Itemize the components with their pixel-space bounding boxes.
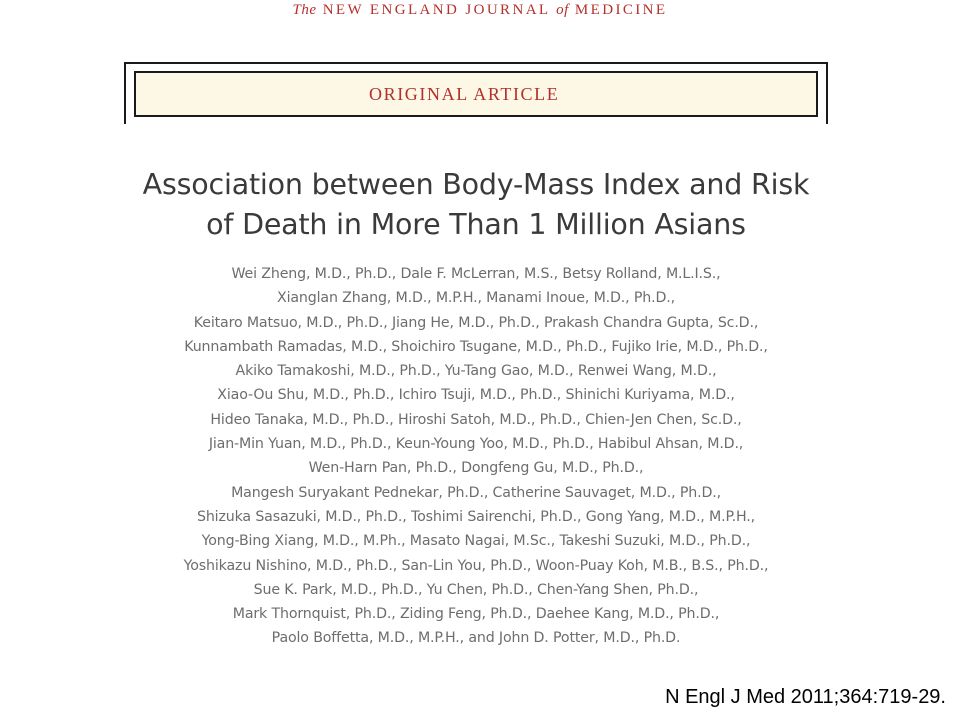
author-line: Xianglan Zhang, M.D., M.P.H., Manami Inoue, M.D., Ph.D., [277,290,675,307]
author-line: Wen-Harn Pan, Ph.D., Dongfeng Gu, M.D., Ph.D., [308,460,644,477]
masthead-the: The [292,2,317,18]
citation: N Engl J Med 2011;364:719-29. [665,686,946,708]
author-line: Xiao-Ou Shu, M.D., Ph.D., Ichiro Tsuji, M.D., Ph.D., Shinichi Kuriyama, M.D., [217,387,735,404]
author-line: Sue K. Park, M.D., Ph.D., Yu Chen, Ph.D., Chen-Yang Shen, Ph.D., [253,581,699,598]
masthead-journal: NEW ENGLAND JOURNAL [322,2,550,18]
article-type-label: ORIGINAL ARTICLE [369,83,560,104]
author-line: Wei Zheng, M.D., Ph.D., Dale F. McLerran, M.S., Betsy Rolland, M.L.I.S., [231,266,721,282]
author-line: Mangesh Suryakant Pednekar, Ph.D., Catherine Sauvaget, M.D., Ph.D., [231,484,721,501]
author-line: Mark Thornquist, Ph.D., Ziding Feng, Ph.D., Daehee Kang, M.D., Ph.D., [232,606,720,623]
author-line: Yong-Bing Xiang, M.D., M.Ph., Masato Nagai, M.Sc., Takeshi Suzuki, M.D., Ph.D., [201,533,751,550]
author-line: Akiko Tamakoshi, M.D., Ph.D., Yu-Tang Gao, M.D., Renwei Wang, M.D., [235,363,717,380]
title-line-1: Association between Body-Mass Index and Risk [142,168,810,201]
author-line: Yoshikazu Nishino, M.D., Ph.D., San-Lin You, Ph.D., Woon-Puay Koh, M.B., B.S., Ph.D., [183,557,769,574]
author-line: Kunnambath Ramadas, M.D., Shoichiro Tsugane, M.D., Ph.D., Fujiko Irie, M.D., Ph.D., [184,338,768,355]
author-line: Hideo Tanaka, M.D., Ph.D., Hiroshi Satoh, M.D., Ph.D., Chien-Jen Chen, Sc.D., [210,411,742,428]
masthead-of: of [556,2,569,18]
author-line: Keitaro Matsuo, M.D., Ph.D., Jiang He, M.D., Ph.D., Prakash Chandra Gupta, Sc.D., [193,314,759,331]
masthead-medicine: MEDICINE [574,2,668,18]
title-line-2: of Death in More Than 1 Million Asians [206,208,746,241]
author-line: Paolo Boffetta, M.D., M.P.H., and John D. Potter, M.D., Ph.D. [271,630,681,647]
article-type-frame [124,62,828,124]
author-list [110,262,842,651]
author-line: Shizuka Sasazuki, M.D., Ph.D., Toshimi Sairenchi, Ph.D., Gong Yang, M.D., M.P.H., [196,508,756,525]
article-title [110,165,842,245]
article-type-banner [134,71,818,117]
journal-masthead [0,2,960,19]
author-line: Jian-Min Yuan, M.D., Ph.D., Keun-Young Yoo, M.D., Ph.D., Habibul Ahsan, M.D., [208,436,744,453]
